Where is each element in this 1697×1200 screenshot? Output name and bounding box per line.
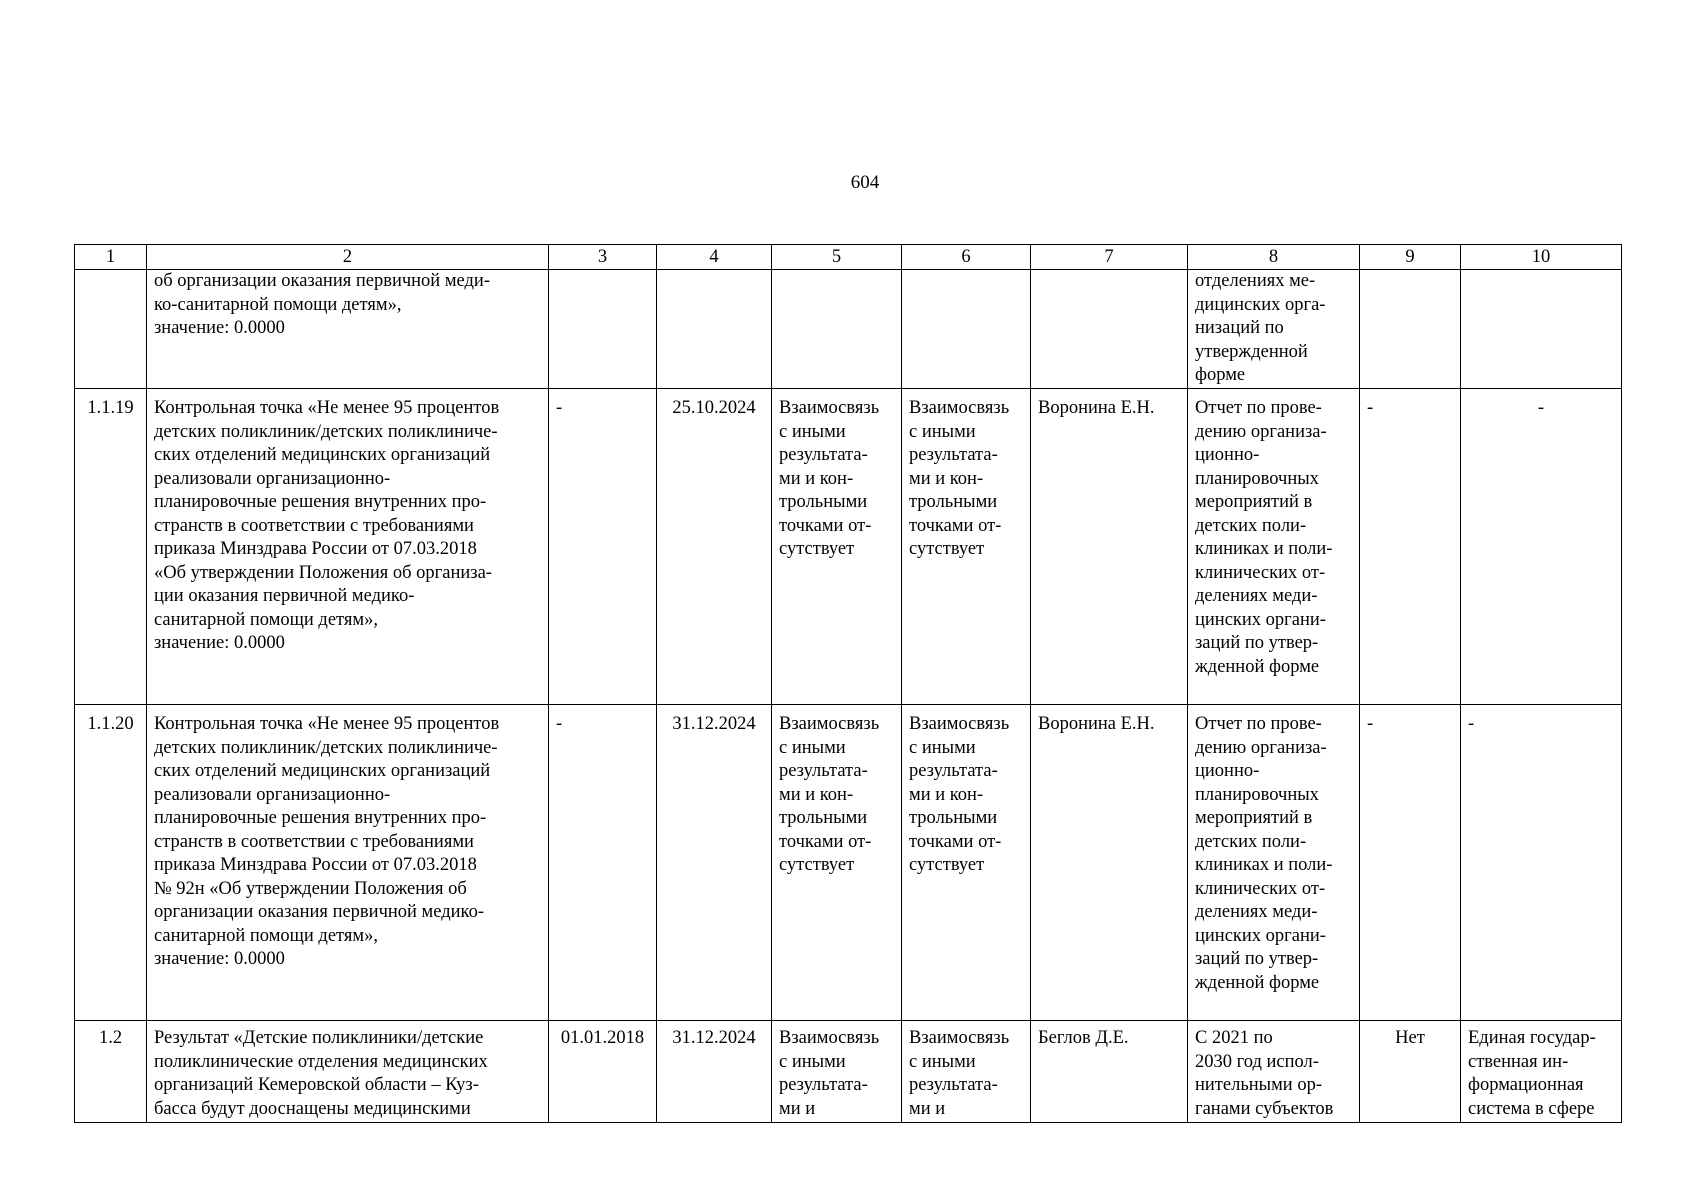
cell-description: Контрольная точка «Не менее 95 процентов детских поликлиник/детских поликлиниче- ских отделений медицинских организаций реализовали организационно- планировочные решения внутренних про- странств в соответствии с требованиями приказа Минздрава России от 07.03.2018 «Об утверждении Положения об организа- ции оказания первичной медико- санитарной помощи детям», значение: 0.0000 bbox=[147, 389, 549, 705]
header-col-3: 3 bbox=[549, 245, 657, 270]
table-row bbox=[75, 705, 1622, 1021]
cell-start-date: 01.01.2018 bbox=[549, 1021, 657, 1123]
cell-end-date: 31.12.2024 bbox=[657, 705, 772, 1021]
cell-report: С 2021 по 2030 год испол- нительными ор- ганами субъектов bbox=[1188, 1021, 1360, 1123]
cell-number: 1.1.19 bbox=[75, 389, 147, 705]
cell-number: 1.1.20 bbox=[75, 705, 147, 1021]
header-col-7: 7 bbox=[1031, 245, 1188, 270]
cell-report: отделениях ме- дицинских орга- низаций по утвержденной форме bbox=[1188, 270, 1360, 389]
header-col-1: 1 bbox=[75, 245, 147, 270]
cell-description: Контрольная точка «Не менее 95 процентов детских поликлиник/детских поликлиниче- ских отделений медицинских организаций реализовали организационно- планировочные решения внутренних про- странств в соответствии с требованиями приказа Минздрава России от 07.03.2018 № 92н «Об утверждении Положения об организации оказания первичной медико- санитарной помощи детям», значение: 0.0000 bbox=[147, 705, 549, 1021]
cell-col9: - bbox=[1360, 705, 1461, 1021]
cell-responsible: Воронина Е.Н. bbox=[1031, 389, 1188, 705]
cell-start-date: - bbox=[549, 705, 657, 1021]
cell-col9: - bbox=[1360, 389, 1461, 705]
cell-col6: Взаимосвязь с иными результата- ми и bbox=[902, 1021, 1031, 1123]
cell-col10: - bbox=[1461, 705, 1622, 1021]
cell-responsible bbox=[1031, 270, 1188, 389]
cell-start-date bbox=[549, 270, 657, 389]
cell-report: Отчет по прове- дению организа- ционно- планировочных мероприятий в детских поли- клиниках и поли- клинических от- делениях меди- цинских органи- заций по утвер- жденной форме bbox=[1188, 389, 1360, 705]
cell-col5: Взаимосвязь с иными результата- ми и bbox=[772, 1021, 902, 1123]
cell-col5: Взаимосвязь с иными результата- ми и кон- трольными точками от- сутствует bbox=[772, 389, 902, 705]
cell-responsible: Беглов Д.Е. bbox=[1031, 1021, 1188, 1123]
cell-col5: Взаимосвязь с иными результата- ми и кон- трольными точками от- сутствует bbox=[772, 705, 902, 1021]
cell-number: 1.2 bbox=[75, 1021, 147, 1123]
cell-col6 bbox=[902, 270, 1031, 389]
cell-col5 bbox=[772, 270, 902, 389]
header-col-2: 2 bbox=[147, 245, 549, 270]
header-col-4: 4 bbox=[657, 245, 772, 270]
cell-start-date: - bbox=[549, 389, 657, 705]
cell-col10: - bbox=[1461, 389, 1622, 705]
cell-end-date bbox=[657, 270, 772, 389]
cell-description: об организации оказания первичной меди- ко-санитарной помощи детям», значение: 0.0000 bbox=[147, 270, 549, 389]
cell-responsible: Воронина Е.Н. bbox=[1031, 705, 1188, 1021]
cell-col10: Единая государ- ственная ин- формационная система в сфере bbox=[1461, 1021, 1622, 1123]
page-number: 604 bbox=[850, 172, 880, 193]
header-col-5: 5 bbox=[772, 245, 902, 270]
cell-end-date: 25.10.2024 bbox=[657, 389, 772, 705]
header-col-9: 9 bbox=[1360, 245, 1461, 270]
cell-col6: Взаимосвязь с иными результата- ми и кон- трольными точками от- сутствует bbox=[902, 705, 1031, 1021]
cell-number bbox=[75, 270, 147, 389]
table-row bbox=[75, 389, 1622, 705]
cell-col10 bbox=[1461, 270, 1622, 389]
table-row bbox=[75, 1021, 1622, 1123]
header-col-8: 8 bbox=[1188, 245, 1360, 270]
header-col-10: 10 bbox=[1461, 245, 1622, 270]
cell-report: Отчет по прове- дению организа- ционно- планировочных мероприятий в детских поли- клиниках и поли- клинических от- делениях меди- цинских органи- заций по утвер- жденной форме bbox=[1188, 705, 1360, 1021]
cell-col9: Нет bbox=[1360, 1021, 1461, 1123]
table-row bbox=[75, 270, 1622, 389]
table-header-row bbox=[75, 245, 1622, 270]
cell-col9 bbox=[1360, 270, 1461, 389]
cell-col6: Взаимосвязь с иными результата- ми и кон- трольными точками от- сутствует bbox=[902, 389, 1031, 705]
header-col-6: 6 bbox=[902, 245, 1031, 270]
cell-end-date: 31.12.2024 bbox=[657, 1021, 772, 1123]
plan-table bbox=[74, 244, 1622, 1123]
cell-description: Результат «Детские поликлиники/детские поликлинические отделения медицинских организаций Кемеровской области – Куз- басса будут дооснащены медицинскими bbox=[147, 1021, 549, 1123]
